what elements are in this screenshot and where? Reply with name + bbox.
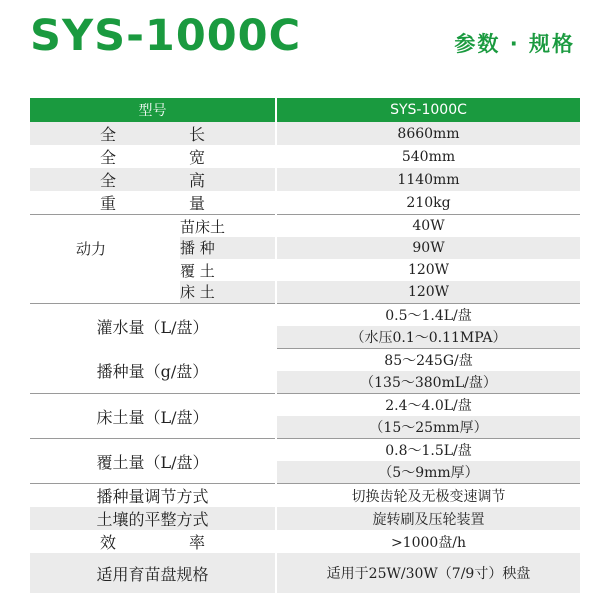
table-row <box>30 237 580 259</box>
cover-value-1: 0.8～1.5L/盘 <box>385 443 472 459</box>
adjust-value: 切换齿轮及无极变速调节 <box>351 488 506 505</box>
table-row <box>30 145 580 168</box>
seed-value-2: （135～380mL/盘） <box>276 371 580 394</box>
width-label-b: 宽 <box>188 148 205 167</box>
product-title: SYS-1000C <box>30 11 302 61</box>
height-value: 1140mm <box>397 171 460 188</box>
power-item-name: 覆 土 <box>180 261 215 280</box>
tray-value: 适用于25W/30W（7/9寸）秧盘 <box>326 566 531 582</box>
weight-label-a: 重 <box>100 194 117 213</box>
water-value-1: 0.5～1.4L/盘 <box>385 308 472 324</box>
table-row <box>30 349 580 372</box>
table-row <box>30 122 580 145</box>
section-subtitle: 参数 · 规格 <box>454 32 575 56</box>
efficiency-value: >1000盘/h <box>390 534 467 551</box>
weight-value: 210kg <box>276 191 580 215</box>
adjust-label: 播种量调节方式 <box>30 484 276 508</box>
efficiency-label-a: 效 <box>100 533 117 552</box>
power-item-value: 120W <box>276 281 580 304</box>
spec-table <box>30 98 580 593</box>
water-value-2: （水压0.1～0.11MPA） <box>276 326 580 349</box>
table-row <box>30 259 580 281</box>
table-row <box>30 507 580 530</box>
header-model-value: SYS-1000C <box>276 98 580 122</box>
efficiency-label-b: 率 <box>188 533 205 552</box>
table-row <box>30 304 580 327</box>
height-label-a: 全 <box>100 171 117 190</box>
bed-value-1: 2.4～4.0L/盘 <box>385 398 472 414</box>
header-model-label: 型号 <box>30 98 276 122</box>
power-item-name: 苗床土 <box>180 217 226 236</box>
width-label-a: 全 <box>100 148 117 167</box>
table-row <box>30 281 580 304</box>
height-label-b: 高 <box>188 171 205 190</box>
bed-value-2: （15～25mm厚） <box>276 416 580 439</box>
power-item-value: 120W <box>407 262 450 278</box>
table-row <box>30 553 580 593</box>
table-row <box>30 215 580 238</box>
table-row <box>30 191 580 215</box>
seed-value-1: 85～245G/盘 <box>384 353 473 369</box>
table-row <box>30 168 580 191</box>
seed-label: 播种量（g/盘） <box>30 349 276 394</box>
length-label-b: 长 <box>188 125 205 144</box>
level-value: 旋转刷及压轮装置 <box>372 511 485 528</box>
width-value: 540mm <box>401 148 456 165</box>
bed-label: 床土量（L/盘） <box>30 394 276 439</box>
tray-label: 适用育苗盘规格 <box>30 553 276 593</box>
cover-value-2: （5～9mm厚） <box>276 461 580 484</box>
water-label: 灌水量（L/盘） <box>30 304 276 349</box>
power-item-name: 床 土 <box>180 281 275 303</box>
length-label-a: 全 <box>100 125 117 144</box>
power-item-value: 40W <box>412 218 445 234</box>
cover-label: 覆土量（L/盘） <box>30 439 276 484</box>
table-row <box>30 394 580 417</box>
power-item-value: 90W <box>276 237 580 259</box>
power-item-name: 播 种 <box>180 237 275 259</box>
length-value: 8660mm <box>397 125 460 142</box>
table-row <box>30 530 580 553</box>
weight-label-b: 量 <box>188 194 205 213</box>
table-header-row <box>30 98 580 122</box>
level-label: 土壤的平整方式 <box>30 507 276 530</box>
power-label: 动力 <box>76 239 107 258</box>
table-row <box>30 439 580 462</box>
table-row <box>30 484 580 508</box>
